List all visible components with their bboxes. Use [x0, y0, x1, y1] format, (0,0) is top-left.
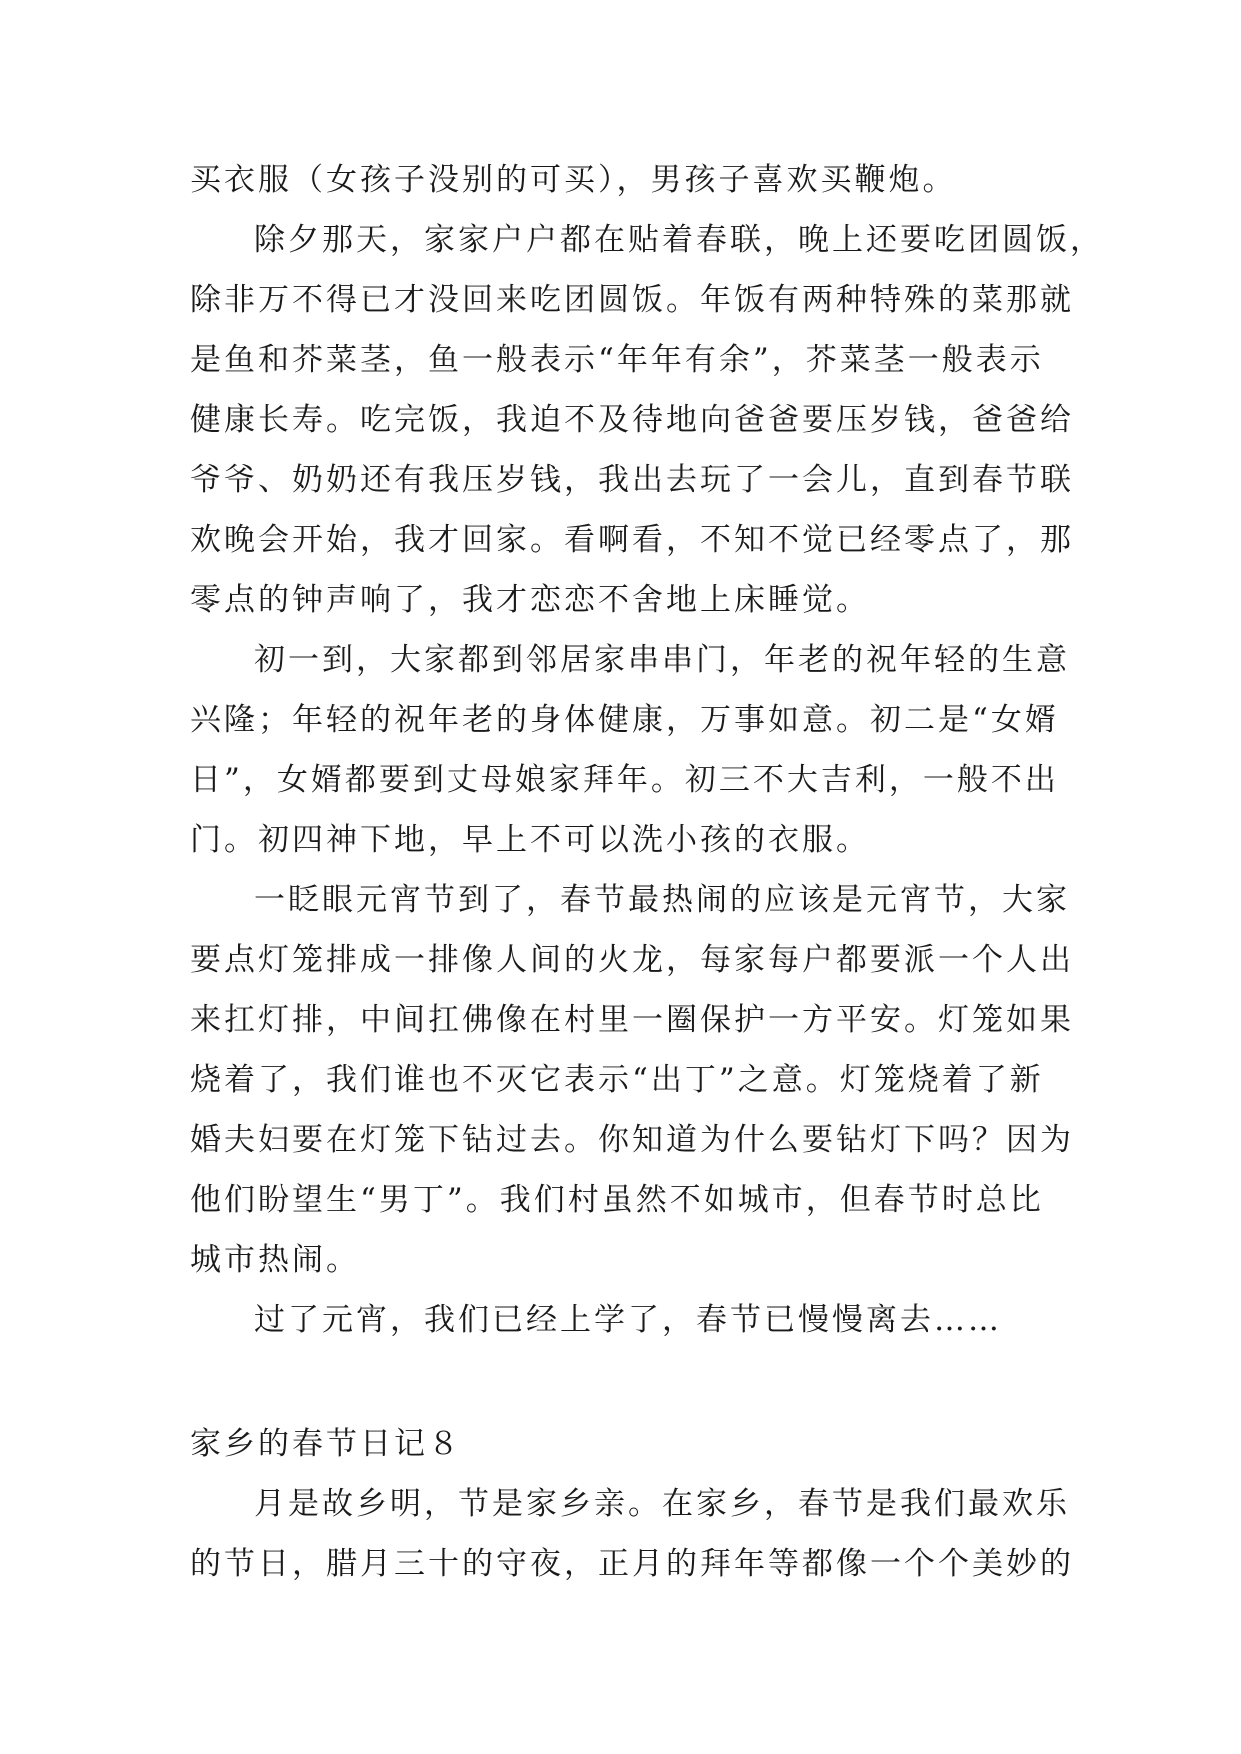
text-line: 月是故乡明，节是家乡亲。在家乡，春节是我们最欢乐	[254, 1486, 1070, 1522]
text-line: 初一到，大家都到邻居家串串门，年老的祝年轻的生意	[254, 642, 1070, 678]
paragraph-ending	[190, 1290, 1050, 1350]
text-line: 的节日，腊月三十的守夜，正月的拜年等都像一个个美妙的	[190, 1546, 1074, 1582]
section-heading: 家乡的春节日记８	[190, 1426, 462, 1462]
text-line: 欢晚会开始，我才回家。看啊看，不知不觉已经零点了，那	[190, 522, 1074, 558]
text-line: 他们盼望生“男丁”。我们村虽然不如城市，但春节时总比	[190, 1182, 1044, 1218]
text-line: 是鱼和芥菜茎，鱼一般表示“年年有余”，芥菜茎一般表示	[190, 342, 1044, 378]
text-line: 除夕那天，家家户户都在贴着春联，晚上还要吃团圆饭，	[254, 222, 1104, 258]
text-line: 兴隆；年轻的祝年老的身体健康，万事如意。初二是“女婿	[190, 702, 1059, 738]
text-line: 一眨眼元宵节到了，春节最热闹的应该是元宵节，大家	[254, 882, 1070, 918]
document-body	[190, 150, 1104, 1594]
text-line: 健康长寿。吃完饭，我迫不及待地向爸爸要压岁钱，爸爸给	[190, 402, 1074, 438]
text-line: 零点的钟声响了，我才恋恋不舍地上床睡觉。	[190, 582, 870, 618]
paragraph-hometown	[190, 1474, 1074, 1594]
text-line: 买衣服（女孩子没别的可买），男孩子喜欢买鞭炮。	[190, 162, 957, 198]
text-line: 烧着了，我们谁也不灭它表示“出丁”之意。灯笼烧着了新	[190, 1062, 1044, 1098]
paragraph-lantern-festival	[190, 870, 1074, 1290]
text-line: 婚夫妇要在灯笼下钻过去。你知道为什么要钻灯下吗？因为	[190, 1122, 1074, 1158]
text-line: 要点灯笼排成一排像人间的火龙，每家每户都要派一个人出	[190, 942, 1074, 978]
text-line: 过了元宵，我们已经上学了，春节已慢慢离去……	[254, 1302, 1002, 1338]
paragraph-new-year-eve	[190, 210, 1104, 630]
section-spacer	[190, 1350, 1050, 1414]
text-line: 除非万不得已才没回来吃团圆饭。年饭有两种特殊的菜那就	[190, 282, 1074, 318]
text-line: 日”，女婿都要到丈母娘家拜年。初三不大吉利，一般不出	[190, 762, 1059, 798]
text-line: 城市热闹。	[190, 1242, 360, 1278]
paragraph-first-day	[190, 630, 1070, 870]
text-line: 爷爷、奶奶还有我压岁钱，我出去玩了一会儿，直到春节联	[190, 462, 1074, 498]
text-line: 门。初四神下地，早上不可以洗小孩的衣服。	[190, 822, 870, 858]
text-line: 来扛灯排，中间扛佛像在村里一圈保护一方平安。灯笼如果	[190, 1002, 1074, 1038]
